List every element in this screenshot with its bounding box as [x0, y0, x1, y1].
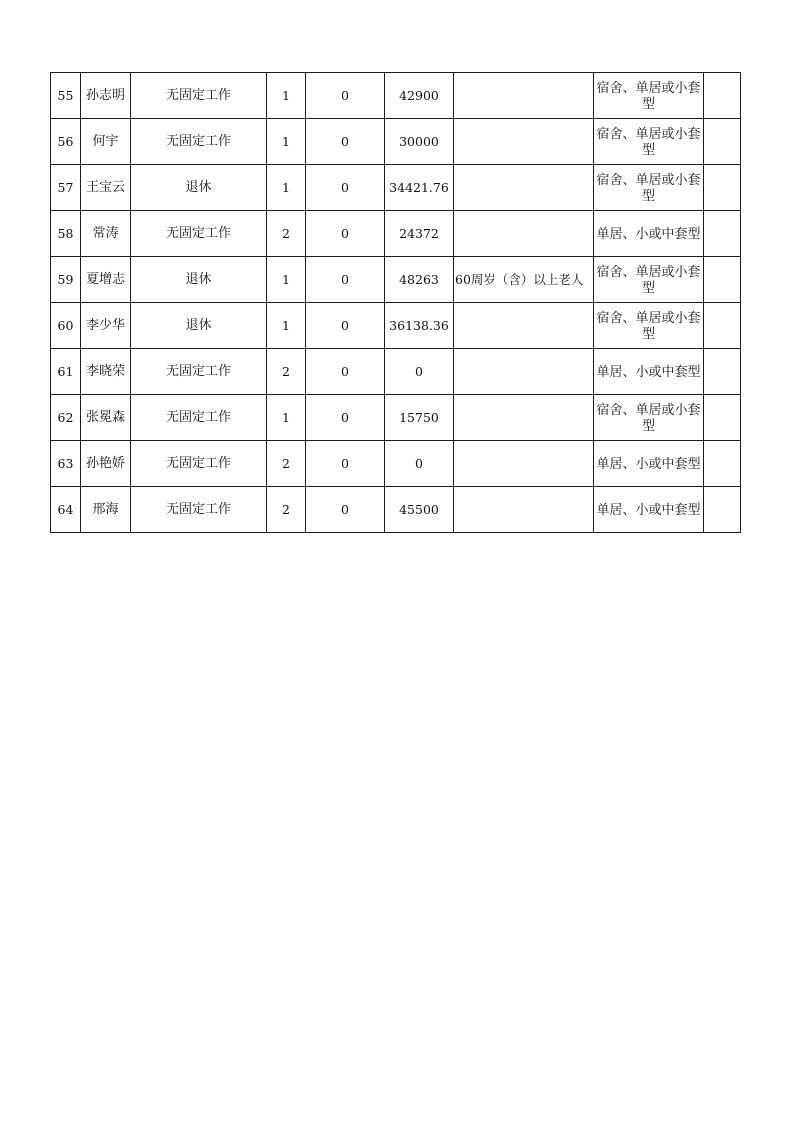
- household-size-cell: 1: [267, 119, 306, 165]
- income-cell: 0: [385, 441, 454, 487]
- row-number-cell: 64: [51, 487, 81, 533]
- table-row: [51, 349, 741, 395]
- row-number-cell: 57: [51, 165, 81, 211]
- occupation-cell: 退休: [131, 303, 267, 349]
- name-cell: 何宇: [81, 119, 131, 165]
- housing-area-cell: 0: [306, 257, 385, 303]
- table-row: [51, 73, 741, 119]
- housing-type-cell: 宿舍、单居或小套型: [594, 165, 704, 211]
- occupation-cell: 无固定工作: [131, 211, 267, 257]
- name-cell: 常涛: [81, 211, 131, 257]
- extra-cell: [704, 395, 741, 441]
- table-row: [51, 395, 741, 441]
- remark-cell: [454, 119, 594, 165]
- name-cell: 王宝云: [81, 165, 131, 211]
- remark-cell: [454, 441, 594, 487]
- remark-cell: [454, 211, 594, 257]
- remark-cell: [454, 487, 594, 533]
- housing-type-cell: 宿舍、单居或小套型: [594, 73, 704, 119]
- table-row: [51, 441, 741, 487]
- occupation-cell: 无固定工作: [131, 441, 267, 487]
- extra-cell: [704, 441, 741, 487]
- remark-cell: [454, 165, 594, 211]
- housing-type-cell: 单居、小或中套型: [594, 349, 704, 395]
- occupation-cell: 无固定工作: [131, 119, 267, 165]
- extra-cell: [704, 211, 741, 257]
- name-cell: 邢海: [81, 487, 131, 533]
- name-cell: 李少华: [81, 303, 131, 349]
- occupation-cell: 无固定工作: [131, 487, 267, 533]
- remark-cell: [454, 395, 594, 441]
- housing-type-cell: 单居、小或中套型: [594, 487, 704, 533]
- housing-area-cell: 0: [306, 73, 385, 119]
- extra-cell: [704, 487, 741, 533]
- row-number-cell: 56: [51, 119, 81, 165]
- extra-cell: [704, 165, 741, 211]
- extra-cell: [704, 303, 741, 349]
- housing-type-cell: 宿舍、单居或小套型: [594, 395, 704, 441]
- table-row: [51, 257, 741, 303]
- extra-cell: [704, 73, 741, 119]
- income-cell: 30000: [385, 119, 454, 165]
- table-row: [51, 211, 741, 257]
- household-size-cell: 2: [267, 349, 306, 395]
- household-size-cell: 2: [267, 441, 306, 487]
- occupation-cell: 退休: [131, 165, 267, 211]
- income-cell: 42900: [385, 73, 454, 119]
- income-cell: 34421.76: [385, 165, 454, 211]
- applicant-table: [50, 72, 741, 533]
- row-number-cell: 61: [51, 349, 81, 395]
- row-number-cell: 60: [51, 303, 81, 349]
- extra-cell: [704, 349, 741, 395]
- housing-area-cell: 0: [306, 165, 385, 211]
- income-cell: 15750: [385, 395, 454, 441]
- housing-type-cell: 单居、小或中套型: [594, 441, 704, 487]
- household-size-cell: 2: [267, 211, 306, 257]
- row-number-cell: 62: [51, 395, 81, 441]
- income-cell: 24372: [385, 211, 454, 257]
- table-row: [51, 303, 741, 349]
- name-cell: 张冕森: [81, 395, 131, 441]
- table-row: [51, 165, 741, 211]
- table-row: [51, 119, 741, 165]
- household-size-cell: 1: [267, 165, 306, 211]
- housing-area-cell: 0: [306, 349, 385, 395]
- name-cell: 李晓荣: [81, 349, 131, 395]
- housing-area-cell: 0: [306, 395, 385, 441]
- remark-cell: [454, 303, 594, 349]
- extra-cell: [704, 119, 741, 165]
- income-cell: 36138.36: [385, 303, 454, 349]
- applicant-table-body: [51, 73, 741, 533]
- household-size-cell: 1: [267, 395, 306, 441]
- income-cell: 0: [385, 349, 454, 395]
- income-cell: 48263: [385, 257, 454, 303]
- household-size-cell: 1: [267, 303, 306, 349]
- housing-type-cell: 单居、小或中套型: [594, 211, 704, 257]
- housing-area-cell: 0: [306, 119, 385, 165]
- occupation-cell: 无固定工作: [131, 349, 267, 395]
- housing-type-cell: 宿舍、单居或小套型: [594, 119, 704, 165]
- row-number-cell: 59: [51, 257, 81, 303]
- table-row: [51, 487, 741, 533]
- housing-area-cell: 0: [306, 211, 385, 257]
- occupation-cell: 退休: [131, 257, 267, 303]
- remark-cell: [454, 349, 594, 395]
- extra-cell: [704, 257, 741, 303]
- income-cell: 45500: [385, 487, 454, 533]
- remark-cell: 60周岁（含）以上老人: [454, 257, 594, 303]
- housing-type-cell: 宿舍、单居或小套型: [594, 257, 704, 303]
- housing-area-cell: 0: [306, 487, 385, 533]
- row-number-cell: 58: [51, 211, 81, 257]
- housing-area-cell: 0: [306, 303, 385, 349]
- remark-cell: [454, 73, 594, 119]
- occupation-cell: 无固定工作: [131, 395, 267, 441]
- row-number-cell: 63: [51, 441, 81, 487]
- name-cell: 孙志明: [81, 73, 131, 119]
- household-size-cell: 1: [267, 73, 306, 119]
- housing-type-cell: 宿舍、单居或小套型: [594, 303, 704, 349]
- name-cell: 夏增志: [81, 257, 131, 303]
- household-size-cell: 1: [267, 257, 306, 303]
- housing-area-cell: 0: [306, 441, 385, 487]
- name-cell: 孙艳娇: [81, 441, 131, 487]
- row-number-cell: 55: [51, 73, 81, 119]
- occupation-cell: 无固定工作: [131, 73, 267, 119]
- household-size-cell: 2: [267, 487, 306, 533]
